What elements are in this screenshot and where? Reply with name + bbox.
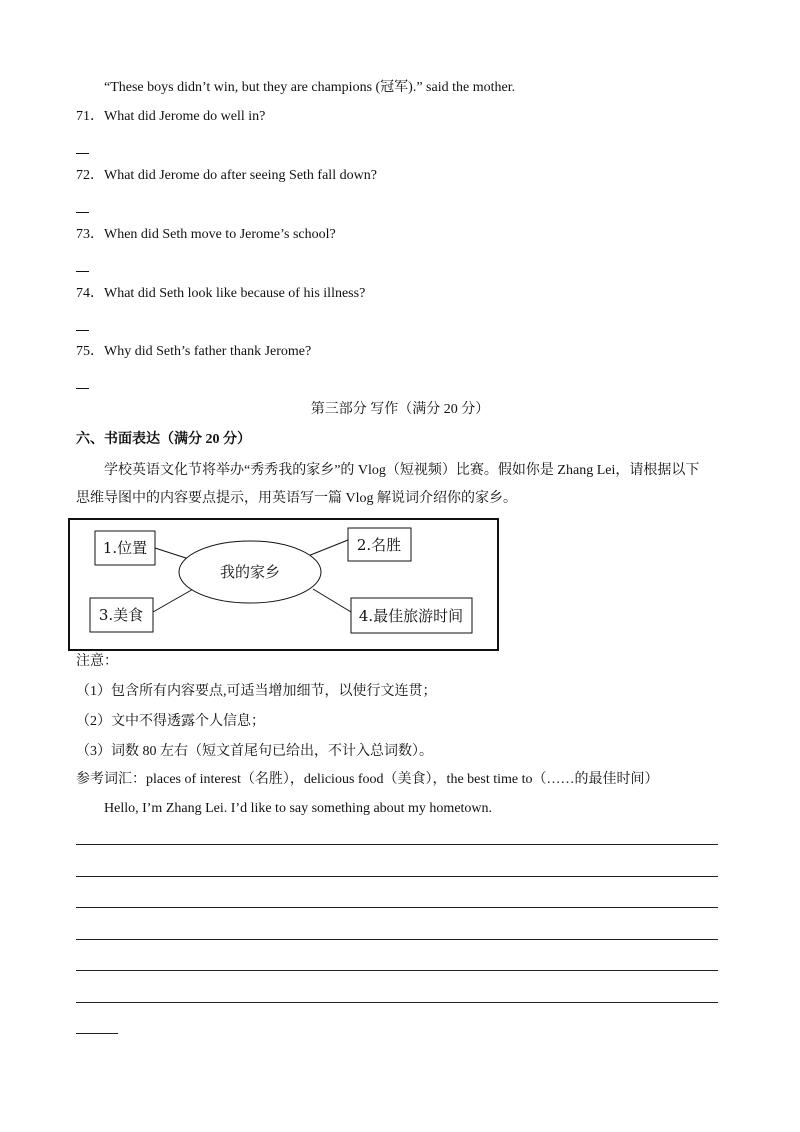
question-text: Why did Seth’s father thank Jerome?	[104, 344, 312, 359]
question-text: What did Jerome do after seeing Seth fall down?	[104, 168, 377, 183]
answer-blank-73[interactable]	[76, 271, 89, 272]
node-food-label: 3.美食	[98, 606, 144, 624]
writing-line-short[interactable]	[76, 1033, 118, 1034]
answer-blank-75[interactable]	[76, 388, 89, 389]
answer-blank-72[interactable]	[76, 212, 89, 213]
writing-line[interactable]	[76, 844, 718, 845]
answer-blank-71[interactable]	[76, 153, 89, 154]
writing-line[interactable]	[76, 876, 718, 877]
question-text: What did Jerome do well in?	[104, 109, 266, 124]
prompt-line-2: 思维导图中的内容要点提示，用英语写一篇 Vlog 解说词介绍你的家乡。	[76, 491, 517, 506]
question-number: 72．	[76, 168, 104, 183]
question-72	[76, 167, 377, 185]
center-node-label: 我的家乡	[219, 563, 281, 581]
node-location-label: 1.位置	[102, 539, 148, 557]
question-text: When did Seth move to Jerome’s school?	[104, 227, 336, 242]
note-1: （1）包含所有内容要点,可适当增加细节，以使行文连贯；	[76, 684, 437, 699]
question-75	[76, 343, 311, 361]
writing-line[interactable]	[76, 970, 718, 971]
question-number: 71．	[76, 109, 104, 124]
reference-vocabulary: 参考词汇：places of interest（名胜），delicious food（美食），the best time to（……的最佳时间）	[76, 772, 659, 787]
connector-attractions	[308, 540, 348, 556]
node-best-time-label: 4.最佳旅游时间	[358, 607, 464, 625]
question-71	[76, 108, 265, 126]
connector-food	[153, 588, 195, 612]
prompt-line-1: 学校英语文化节将举办“秀秀我的家乡”的 Vlog（短视频）比赛。假如你是 Zhang Lei，请根据以下	[104, 463, 700, 478]
mind-map-diagram	[68, 518, 500, 652]
opening-sentence: Hello, I’m Zhang Lei. I’d like to say something about my hometown.	[104, 801, 493, 816]
note-2: （2）文中不得透露个人信息；	[76, 714, 265, 729]
part-title: 第三部分 写作（满分 20 分）	[310, 402, 490, 417]
writing-line[interactable]	[76, 1002, 718, 1003]
connector-best-time	[313, 589, 351, 612]
writing-line[interactable]	[76, 939, 718, 940]
answer-blank-74[interactable]	[76, 330, 89, 331]
question-73	[76, 226, 336, 244]
question-number: 74．	[76, 286, 104, 301]
writing-line[interactable]	[76, 907, 718, 908]
question-number: 75．	[76, 344, 104, 359]
node-attractions-label: 2.名胜	[356, 536, 402, 554]
question-text: What did Seth look like because of his illness?	[104, 286, 366, 301]
question-74	[76, 285, 365, 303]
notes-label: 注意：	[76, 654, 118, 669]
section-title: 六、书面表达（满分 20 分）	[76, 432, 251, 447]
question-number: 73．	[76, 227, 104, 242]
note-3: （3）词数 80 左右（短文首尾句已给出，不计入总词数）。	[76, 744, 433, 759]
passage-last-line: “These boys didn’t win, but they are champions (冠军).” said the mother.	[104, 80, 516, 95]
